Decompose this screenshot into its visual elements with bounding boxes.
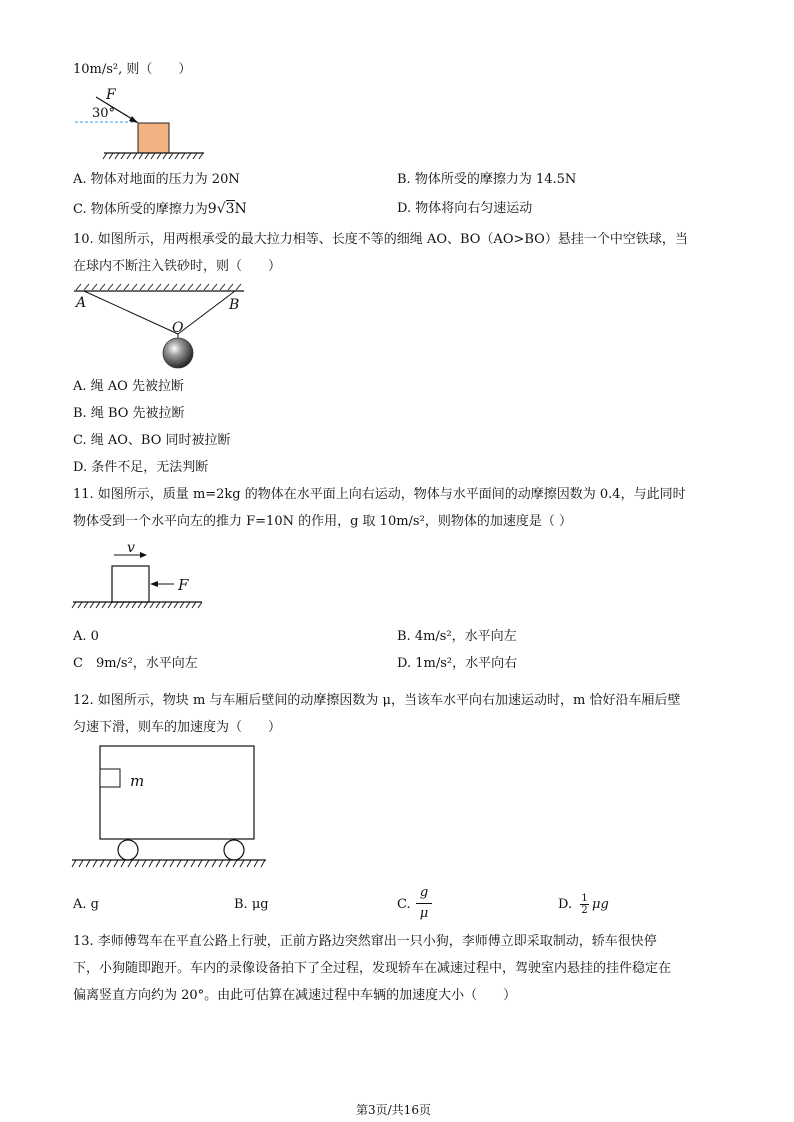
q11-ground-hatch: [72, 602, 202, 608]
q12-stem-line1: 12. 如图所示，物块 m 与车厢后壁间的动摩擦因数为 μ，当该车水平向右加速运动时，m 恰好沿车厢后壁: [73, 693, 681, 708]
q11-block: [112, 566, 149, 602]
q12-wheel-rear: [118, 840, 138, 860]
q12-option-d-fraction: $\frac{1}{2}$: [581, 893, 588, 916]
q11-option-c: C 9m/s²，水平向左: [73, 656, 198, 671]
q9-block: [138, 123, 169, 153]
q11-velocity-arrowhead: [140, 552, 147, 558]
q11-stem-line1: 11. 如图所示，质量 m=2kg 的物体在水平面上向右运动，物体与水平面间的动摩擦因数为 0.4，与此同时: [73, 487, 686, 502]
q10-rope-ao: [84, 291, 178, 334]
q12-block-m: [100, 769, 120, 787]
q10-iron-ball: [163, 338, 193, 368]
q12-option-d-letter: D.: [558, 897, 573, 912]
q12-option-c-letter: C.: [397, 897, 411, 912]
q10-stem-line1: 10. 如图所示，用两根承受的最大拉力相等、长度不等的细绳 AO、BO（AO>BO）悬挂一个中空铁球，当: [73, 232, 688, 247]
q10-figure: [72, 282, 250, 374]
q12-wheel-front: [224, 840, 244, 860]
q10-option-d: D. 条件不足，无法判断: [73, 460, 209, 475]
q10-label-a: A: [76, 295, 87, 311]
q10-option-b: B. 绳 BO 先被拉断: [73, 406, 185, 421]
q11-velocity-label: v: [127, 540, 135, 556]
q12-figure: [70, 744, 270, 874]
q11-stem-line2: 物体受到一个水平向左的推力 F=10N 的作用，g 取 10m/s²，则物体的加速度是（ ）: [73, 514, 572, 529]
q9-option-d: D. 物体将向右匀速运动: [397, 201, 533, 216]
q12-option-d-tail: μg: [592, 897, 609, 912]
q10-ceiling-hatch: [76, 284, 241, 290]
q9-option-c: C. 物体所受的摩擦力为9√3N: [73, 201, 247, 217]
q13-stem-line1: 13. 李师傅驾车在平直公路上行驶，正前方路边突然窜出一只小狗，李师傅立即采取制动，轿车很快停: [73, 934, 657, 949]
q11-force-arrowhead: [150, 581, 158, 587]
q13-stem-line3: 偏离竖直方向约为 20°。由此可估算在减速过程中车辆的加速度大小（ ）: [73, 988, 517, 1003]
q9-ground-hatch: [103, 153, 203, 159]
q11-force-label: F: [178, 576, 189, 594]
q12-option-a: A. g: [73, 897, 99, 912]
q12-option-b: B. μg: [234, 897, 269, 912]
q11-option-b: B. 4m/s²，水平向左: [397, 629, 517, 644]
q12-stem-line2: 匀速下滑，则车的加速度为（ ）: [73, 720, 282, 735]
q10-rope-bo: [178, 291, 235, 334]
q10-stem-line2: 在球内不断注入铁砂时，则（ ）: [73, 259, 282, 274]
q13-stem-line2: 下，小狗随即跑开。车内的录像设备拍下了全过程，发现轿车在减速过程中，驾驶室内悬挂的挂件稳定在: [73, 961, 672, 976]
q10-option-c: C. 绳 AO、BO 同时被拉断: [73, 433, 231, 448]
q12-carriage: [100, 746, 254, 839]
q12-option-c-fraction: $\frac{g}{\mu}$: [416, 885, 432, 922]
q10-option-a: A. 绳 AO 先被拉断: [73, 379, 184, 394]
q10-label-b: B: [229, 297, 240, 313]
q11-figure: [70, 540, 210, 614]
q9-angle-label: 30°: [92, 106, 116, 121]
q11-option-a: A. 0: [73, 629, 99, 644]
q9-stem-tail: 10m/s², 则（ ）: [73, 62, 192, 77]
q9-option-a: A. 物体对地面的压力为 20N: [73, 172, 240, 187]
q12-mass-label: m: [130, 772, 145, 790]
page-number-footer: 第3页/共16页: [356, 1103, 431, 1117]
q9-figure: [70, 86, 210, 162]
q10-label-o: O: [172, 320, 184, 336]
q11-option-d: D. 1m/s²，水平向右: [397, 656, 518, 671]
q9-force-label: F: [106, 87, 116, 103]
q9-option-b: B. 物体所受的摩擦力为 14.5N: [397, 172, 577, 187]
q12-ground-hatch: [72, 860, 265, 867]
